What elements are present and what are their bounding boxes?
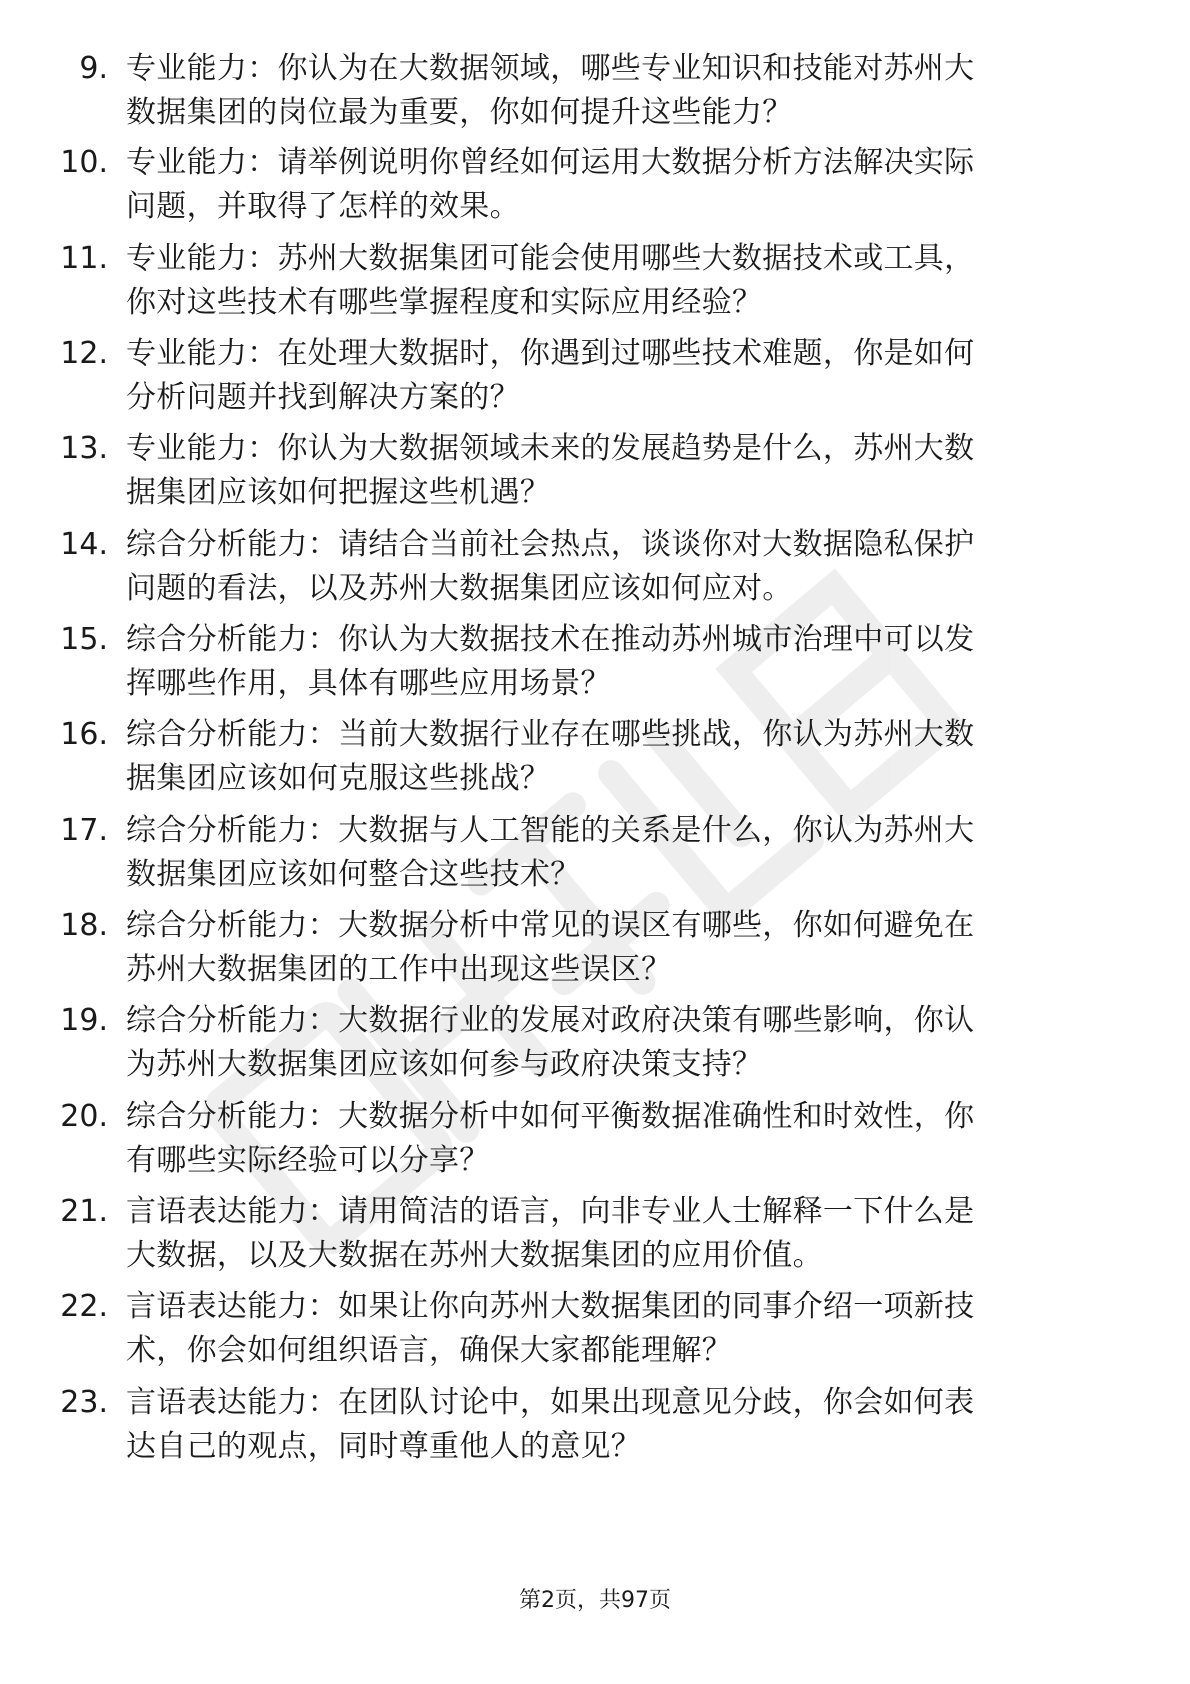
question-line-2: 苏州大数据集团的工作中出现这些误区？ bbox=[126, 952, 672, 987]
question-line-2: 问题的看法，以及苏州大数据集团应该如何应对。 bbox=[126, 571, 793, 606]
list-item bbox=[0, 141, 1190, 231]
question-number: 11. bbox=[60, 241, 108, 276]
page-number: 第2页，共97页 bbox=[519, 1588, 671, 1613]
question-text bbox=[126, 237, 1106, 325]
question-number: 18. bbox=[60, 908, 108, 943]
question-number: 21. bbox=[60, 1194, 108, 1229]
list-item bbox=[0, 47, 1190, 137]
list-item bbox=[0, 237, 1190, 327]
list-item bbox=[0, 1095, 1190, 1185]
list-item bbox=[0, 999, 1190, 1089]
list-item bbox=[0, 713, 1190, 803]
question-text bbox=[126, 618, 1106, 706]
question-number: 23. bbox=[60, 1385, 108, 1420]
list-item bbox=[0, 332, 1190, 422]
list-item bbox=[0, 427, 1190, 517]
question-line-2: 有哪些实际经验可以分享？ bbox=[126, 1143, 490, 1178]
question-text bbox=[126, 904, 1106, 992]
question-line-1: 专业能力：苏州大数据集团可能会使用哪些大数据技术或工具， bbox=[126, 241, 975, 276]
question-line-1: 综合分析能力：大数据行业的发展对政府决策有哪些影响，你认 bbox=[126, 1003, 975, 1038]
list-item bbox=[0, 809, 1190, 899]
question-number: 19. bbox=[60, 1003, 108, 1038]
question-line-2: 据集团应该如何克服这些挑战？ bbox=[126, 761, 551, 796]
question-line-2: 为苏州大数据集团应该如何参与政府决策支持？ bbox=[126, 1047, 763, 1082]
question-text bbox=[126, 1381, 1106, 1469]
question-line-1: 言语表达能力：如果让你向苏州大数据集团的同事介绍一项新技 bbox=[126, 1289, 975, 1324]
question-number: 14. bbox=[60, 527, 108, 562]
question-line-1: 综合分析能力：大数据与人工智能的关系是什么，你认为苏州大 bbox=[126, 813, 975, 848]
question-number: 22. bbox=[60, 1289, 108, 1324]
question-number: 17. bbox=[60, 813, 108, 848]
question-number: 13. bbox=[60, 431, 108, 466]
question-line-2: 问题，并取得了怎样的效果。 bbox=[126, 189, 520, 224]
question-line-1: 言语表达能力：在团队讨论中，如果出现意见分歧，你会如何表 bbox=[126, 1385, 975, 1420]
question-number: 20. bbox=[60, 1099, 108, 1134]
question-line-2: 挥哪些作用，具体有哪些应用场景？ bbox=[126, 666, 611, 701]
question-line-1: 综合分析能力：当前大数据行业存在哪些挑战，你认为苏州大数 bbox=[126, 717, 975, 752]
question-line-1: 综合分析能力：你认为大数据技术在推动苏州城市治理中可以发 bbox=[126, 622, 975, 657]
question-number: 12. bbox=[60, 336, 108, 371]
list-item bbox=[0, 618, 1190, 708]
question-line-2: 据集团应该如何把握这些机遇？ bbox=[126, 475, 551, 510]
list-item bbox=[0, 523, 1190, 613]
question-text bbox=[126, 523, 1106, 611]
question-line-1: 综合分析能力：大数据分析中如何平衡数据准确性和时效性，你 bbox=[126, 1099, 975, 1134]
question-line-1: 言语表达能力：请用简洁的语言，向非专业人士解释一下什么是 bbox=[126, 1194, 975, 1229]
question-line-2: 达自己的观点，同时尊重他人的意见？ bbox=[126, 1429, 642, 1464]
question-text bbox=[126, 1095, 1106, 1183]
question-text bbox=[126, 713, 1106, 801]
question-line-1: 专业能力：请举例说明你曾经如何运用大数据分析方法解决实际 bbox=[126, 145, 975, 180]
question-line-2: 数据集团应该如何整合这些技术？ bbox=[126, 857, 581, 892]
question-text bbox=[126, 1190, 1106, 1278]
list-item bbox=[0, 904, 1190, 994]
question-number: 10. bbox=[60, 145, 108, 180]
question-line-2: 分析问题并找到解决方案的？ bbox=[126, 380, 520, 415]
question-text bbox=[126, 809, 1106, 897]
list-item bbox=[0, 1190, 1190, 1280]
question-number: 16. bbox=[60, 717, 108, 752]
question-line-1: 专业能力：在处理大数据时，你遇到过哪些技术难题，你是如何 bbox=[126, 336, 975, 371]
question-text bbox=[126, 332, 1106, 420]
list-item bbox=[0, 1381, 1190, 1471]
question-line-1: 综合分析能力：大数据分析中常见的误区有哪些，你如何避免在 bbox=[126, 908, 975, 943]
question-line-1: 综合分析能力：请结合当前社会热点，谈谈你对大数据隐私保护 bbox=[126, 527, 975, 562]
question-line-2: 术，你会如何组织语言，确保大家都能理解？ bbox=[126, 1333, 732, 1368]
question-number: 9. bbox=[79, 51, 108, 86]
question-text bbox=[126, 999, 1106, 1087]
question-line-1: 专业能力：你认为大数据领域未来的发展趋势是什么，苏州大数 bbox=[126, 431, 975, 466]
question-text bbox=[126, 427, 1106, 515]
question-line-1: 专业能力：你认为在大数据领域，哪些专业知识和技能对苏州大 bbox=[126, 51, 975, 86]
question-text bbox=[126, 47, 1106, 135]
question-number: 15. bbox=[60, 622, 108, 657]
question-line-2: 数据集团的岗位最为重要，你如何提升这些能力？ bbox=[126, 95, 793, 130]
question-text bbox=[126, 1285, 1106, 1373]
question-line-2: 你对这些技术有哪些掌握程度和实际应用经验？ bbox=[126, 285, 763, 320]
question-line-2: 大数据，以及大数据在苏州大数据集团的应用价值。 bbox=[126, 1238, 823, 1273]
list-item bbox=[0, 1285, 1190, 1375]
question-text bbox=[126, 141, 1106, 229]
